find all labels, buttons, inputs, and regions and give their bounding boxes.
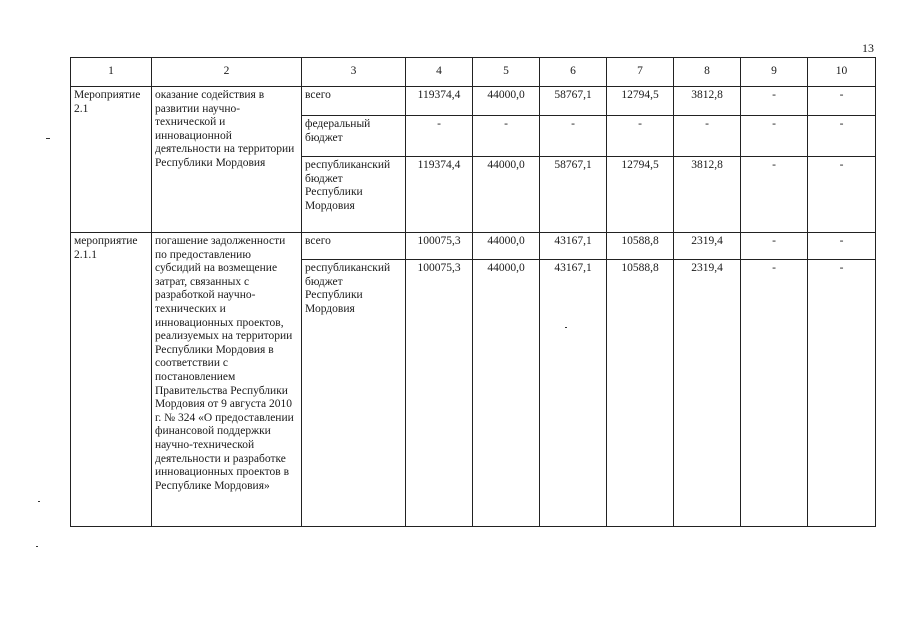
header-cell-6: 6 <box>540 58 607 87</box>
header-cell-8: 8 <box>674 58 741 87</box>
header-cell-10: 10 <box>808 58 876 87</box>
value-cell: - <box>808 116 876 157</box>
value-cell: - <box>607 116 674 157</box>
value-cell: 43167,1 <box>540 260 607 527</box>
funding-source: республиканский бюджет Республики Мордовия <box>302 260 406 527</box>
header-cell-3: 3 <box>302 58 406 87</box>
value-cell: 100075,3 <box>406 233 473 260</box>
header-cell-1: 1 <box>71 58 152 87</box>
funding-source: федеральный бюджет <box>302 116 406 157</box>
table-row <box>71 233 876 260</box>
page-number: 13 <box>862 41 874 55</box>
value-cell: 58767,1 <box>540 157 607 233</box>
value-cell: - <box>741 116 808 157</box>
header-cell-9: 9 <box>741 58 808 87</box>
header-cell-2: 2 <box>152 58 302 87</box>
value-cell: - <box>674 116 741 157</box>
value-cell: 44000,0 <box>473 260 540 527</box>
value-cell: - <box>741 233 808 260</box>
value-cell: - <box>741 157 808 233</box>
table-row <box>71 87 876 116</box>
event-description: погашение задолженности по предоставлению субсидий на возмещение затрат, связанных с разработкой научно-технических и инновационных проектов, реализуемых на территории Республики Мордовия в соответствии с постановлением Правительства Республики Мордовия от 9 августа 2010 г. № 324 «О предоставлении финансовой поддержки научно-технической деятельности и разработке инновационных проектов в Республике Мордовия» <box>152 233 302 527</box>
value-cell: - <box>741 260 808 527</box>
value-cell: 44000,0 <box>473 87 540 116</box>
scan-speck <box>36 546 38 547</box>
value-cell: - <box>808 87 876 116</box>
scan-speck <box>565 327 567 328</box>
value-cell: 119374,4 <box>406 87 473 116</box>
value-cell: 43167,1 <box>540 233 607 260</box>
value-cell: 12794,5 <box>607 157 674 233</box>
header-row <box>71 58 876 87</box>
scan-speck <box>46 138 50 139</box>
value-cell: - <box>808 260 876 527</box>
funding-source: республиканский бюджет Республики Мордовия <box>302 157 406 233</box>
value-cell: - <box>808 233 876 260</box>
value-cell: 119374,4 <box>406 157 473 233</box>
scan-speck <box>38 501 40 502</box>
value-cell: 10588,8 <box>607 233 674 260</box>
program-budget-table <box>70 57 876 527</box>
funding-source: всего <box>302 87 406 116</box>
value-cell: 100075,3 <box>406 260 473 527</box>
value-cell: - <box>406 116 473 157</box>
value-cell: 3812,8 <box>674 87 741 116</box>
funding-source: всего <box>302 233 406 260</box>
value-cell: 44000,0 <box>473 233 540 260</box>
value-cell: - <box>540 116 607 157</box>
value-cell: 3812,8 <box>674 157 741 233</box>
header-cell-5: 5 <box>473 58 540 87</box>
value-cell: 58767,1 <box>540 87 607 116</box>
value-cell: 12794,5 <box>607 87 674 116</box>
header-cell-7: 7 <box>607 58 674 87</box>
value-cell: - <box>808 157 876 233</box>
value-cell: - <box>741 87 808 116</box>
event-name: Мероприятие 2.1 <box>71 87 152 233</box>
value-cell: 2319,4 <box>674 260 741 527</box>
header-cell-4: 4 <box>406 58 473 87</box>
value-cell: - <box>473 116 540 157</box>
event-name: мероприятие 2.1.1 <box>71 233 152 527</box>
value-cell: 2319,4 <box>674 233 741 260</box>
value-cell: 10588,8 <box>607 260 674 527</box>
event-description: оказание содействия в развитии научно-технической и инновационной деятельности на территории Республики Мордовия <box>152 87 302 233</box>
value-cell: 44000,0 <box>473 157 540 233</box>
